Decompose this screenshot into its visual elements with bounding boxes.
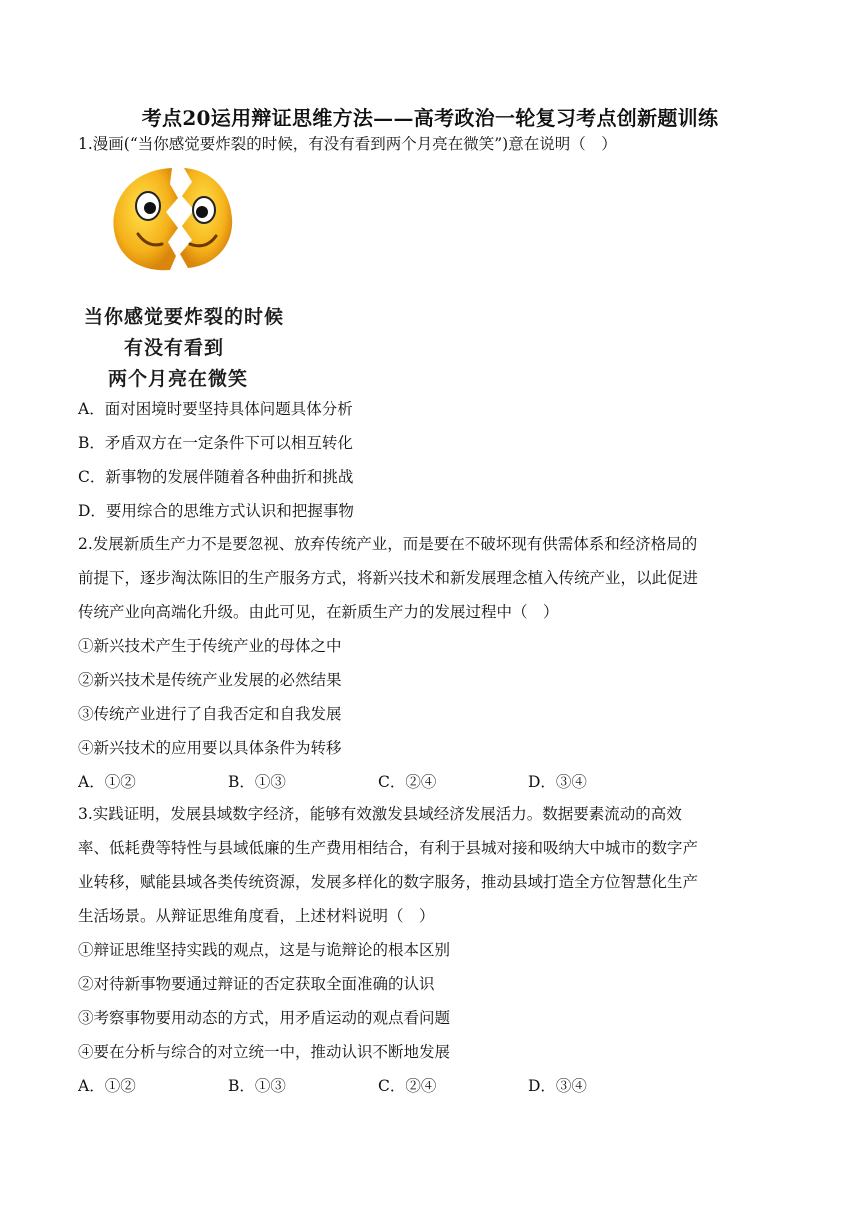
q2-stem-line: 前提下，逐步淘汰陈旧的生产服务方式，将新兴技术和新发展理念植入传统产业，以此促进 [78, 569, 699, 587]
q2-item-2: ②新兴技术是传统产业发展的必然结果 [78, 671, 342, 689]
q3-stem-line: 生活场景。从辩证思维角度看，上述材料说明（ ） [78, 907, 435, 925]
question-2 [78, 527, 778, 799]
q3-item-2: ②对待新事物要通过辩证的否定获取全面准确的认识 [78, 975, 435, 993]
q3-stem-line: 业转移，赋能县域各类传统资源，发展多样化的数字服务，推动县域打造全方位智慧化生产 [78, 873, 699, 891]
q3-stem-line: 率、低耗费等特性与县域低廉的生产费用相结合，有利于县城对接和吸纳大中城市的数字产 [78, 839, 699, 857]
q2-stem-line: 2.发展新质生产力不是要忽视、放弃传统产业，而是要在不破坏现有供需体系和经济格局的 [78, 535, 698, 553]
question-1-stem: 1.漫画(“当你感觉要炸裂的时候，有没有看到两个月亮在微笑”)意在说明（ ） [78, 135, 617, 153]
q2-option-d: D．③④ [528, 773, 587, 791]
q3-options [78, 1069, 778, 1103]
page-title: 考点20运用辩证思维方法——高考政治一轮复习考点创新题训练 [141, 106, 719, 130]
q1-option-a: A．面对困境时要坚持具体问题具体分析 [78, 400, 353, 418]
q3-option-d: D．③④ [528, 1077, 587, 1095]
q3-option-c: C．②④ [378, 1077, 437, 1095]
q3-item-1: ①辩证思维坚持实践的观点，这是与诡辩论的根本区别 [78, 941, 451, 959]
q2-item-3: ③传统产业进行了自我否定和自我发展 [78, 705, 342, 723]
q2-options [78, 765, 778, 799]
question-3 [78, 797, 778, 1103]
q2-item-1: ①新兴技术产生于传统产业的母体之中 [78, 637, 342, 655]
question-1-options [78, 392, 778, 528]
cartoon-image [82, 160, 285, 390]
q3-item-3: ③考察事物要用动态的方式，用矛盾运动的观点看问题 [78, 1009, 451, 1027]
q1-option-b: B．矛盾双方在一定条件下可以相互转化 [78, 434, 353, 452]
q2-option-b: B．①③ [228, 773, 286, 791]
cartoon-caption-line-3: 两个月亮在微笑 [108, 368, 249, 390]
q2-option-a: A．①② [78, 773, 136, 791]
q3-option-a: A．①② [78, 1077, 136, 1095]
question-1 [78, 127, 778, 161]
q1-option-c: C．新事物的发展伴随着各种曲折和挑战 [78, 468, 354, 486]
q2-stem-line: 传统产业向高端化升级。由此可见，在新质生产力的发展过程中（ ） [78, 603, 559, 621]
q3-item-4: ④要在分析与综合的对立统一中，推动认识不断地发展 [78, 1043, 451, 1061]
q2-item-4: ④新兴技术的应用要以具体条件为转移 [78, 739, 342, 757]
cartoon-caption-line-1: 当你感觉要炸裂的时候 [84, 306, 285, 328]
q2-option-c: C．②④ [378, 773, 437, 791]
q3-option-b: B．①③ [228, 1077, 286, 1095]
q1-option-d: D．要用综合的思维方式认识和把握事物 [78, 502, 354, 520]
q3-stem-line: 3.实践证明，发展县域数字经济，能够有效激发县域经济发展活力。数据要素流动的高效 [78, 805, 682, 823]
cartoon-caption-line-2: 有没有看到 [124, 337, 225, 359]
